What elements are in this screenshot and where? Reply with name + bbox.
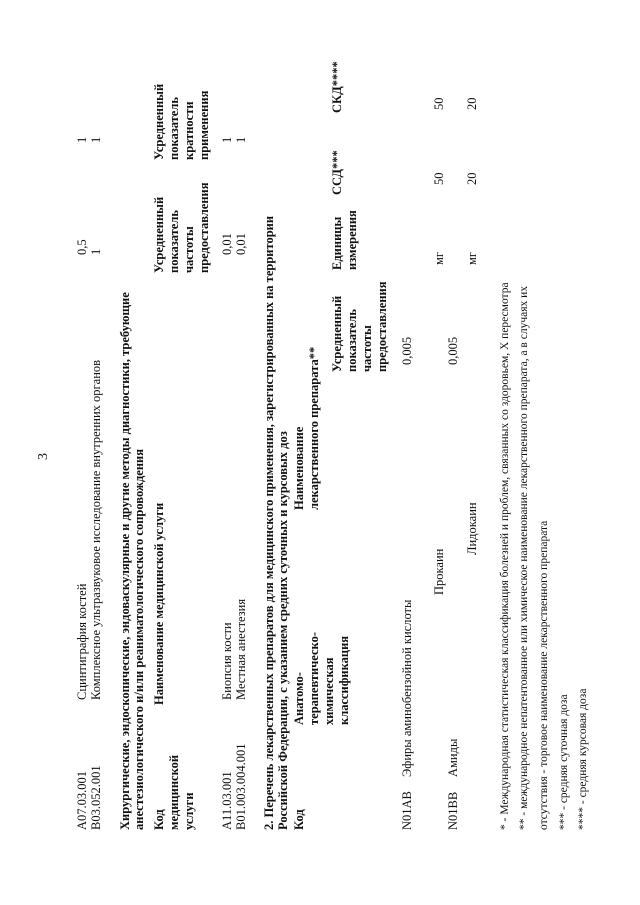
section2-heading-line1: 2. Перечень лекарственных препаратов для медицинского применения, зарегистрированных на территории: [262, 215, 276, 830]
section2-header-drug: Наименование лекарственного препарата**: [292, 346, 321, 510]
section2-header-skd: СКД****: [330, 61, 344, 113]
section1-row-1-freq: 0,01: [220, 233, 234, 255]
diag-row-1-name: Сцинтиграфия костей: [75, 583, 89, 700]
section1-heading-line1: Хирургические, эндоскопические, эндоваскулярные и другие методы диагностики, требующие: [118, 292, 132, 830]
footnote-2a: ** - международное непатентованное или химическое наименование лекарственного препарата, а в случаях их: [518, 285, 530, 830]
section2-row-3-atc: Амиды: [446, 738, 460, 777]
section2-header-freq: Усредненный показатель частоты предоставления: [330, 281, 389, 372]
section2-row-2-ssd: 50: [432, 172, 446, 185]
section1-header-mult: Усредненный показатель кратности применения: [152, 83, 211, 160]
section2-header-unit: Единицы измерения: [330, 210, 359, 270]
footnote-3: *** - средняя суточная доза: [558, 694, 570, 830]
section1-row-2-code: B01.003.004.001: [234, 743, 248, 830]
section2-row-4-ssd: 20: [465, 172, 479, 185]
section1-row-1-mult: 1: [220, 136, 234, 143]
section1-row-1-name: Биопсия кости: [220, 622, 234, 700]
section2-row-1-freq: 0,005: [400, 336, 414, 365]
page-number: 3: [36, 453, 51, 460]
diag-row-2-freq: 1: [89, 248, 103, 255]
diag-row-2-code: B03.052.001: [89, 765, 103, 830]
footnote-1: * - Международная статистическая классификация болезней и проблем, связанных со здоровьем, X пересмотра: [499, 282, 511, 830]
footnote-4: **** - средняя курсовая доза: [577, 688, 589, 830]
section2-row-1-atc: Эфиры аминобензойной кислоты: [400, 599, 414, 777]
section2-header-atc: Анатомо-терапевтическо-химическая классификация: [292, 631, 351, 725]
section1-header-code: Код медицинской услуги: [152, 754, 196, 830]
section2-row-2-drug: Прокаин: [432, 548, 446, 595]
section1-header-freq: Усредненный показатель частоты предоставления: [152, 182, 211, 273]
section2-header-code: Код: [292, 809, 306, 830]
section2-row-4-skd: 20: [465, 97, 479, 110]
diag-row-2-name: Комплексное ультразвуковое исследование внутренних органов: [89, 359, 103, 700]
section2-row-4-unit: мг: [465, 251, 479, 265]
section2-row-1-code: N01AB: [400, 791, 414, 830]
section1-row-2-freq: 0,01: [234, 233, 248, 255]
section1-heading-line2: анестезиологического и/или реаниматологического сопровождения: [132, 448, 146, 830]
diag-row-1-mult: 1: [75, 136, 89, 143]
section2-row-2-unit: мг: [432, 251, 446, 265]
diag-row-2-mult: 1: [89, 136, 103, 143]
section2-row-2-skd: 50: [432, 97, 446, 110]
section2-header-ssd: ССД***: [330, 150, 344, 195]
section1-row-1-code: A11.03.001: [220, 771, 234, 830]
diag-row-1-freq: 0,5: [75, 239, 89, 255]
section1-row-2-name: Местная анестезия: [234, 598, 248, 700]
section1-header-name: Наименование медицинской услуги: [152, 502, 166, 705]
diag-row-1-code: A07.03.001: [75, 770, 89, 830]
footnote-2b: отсутствия - торговое наименование лекарственного препарата: [538, 520, 550, 830]
section2-row-3-freq: 0,005: [446, 336, 460, 365]
section2-heading-line2: Российской Федерации, с указанием средних суточных и курсовых доз: [276, 431, 290, 830]
section2-row-4-drug: Лидокаин: [465, 502, 479, 555]
section1-row-2-mult: 1: [234, 136, 248, 143]
section2-row-3-code: N01BB: [446, 791, 460, 830]
